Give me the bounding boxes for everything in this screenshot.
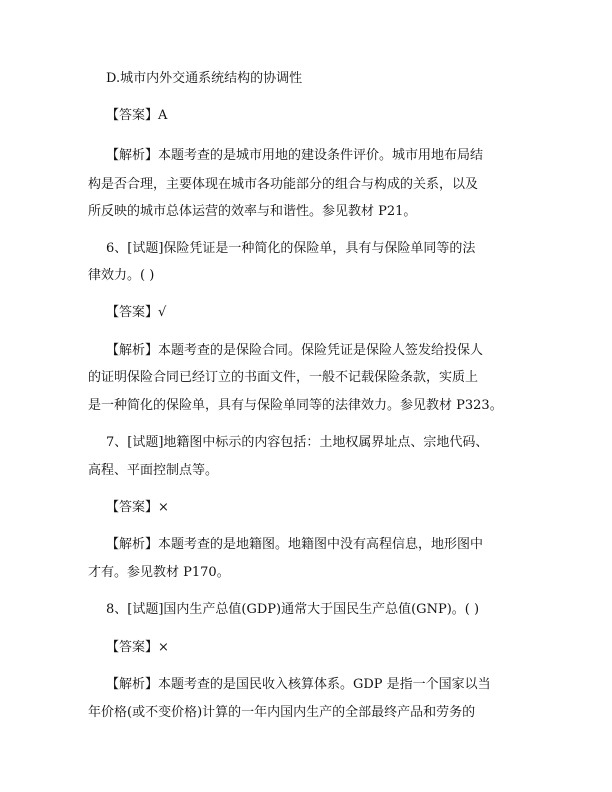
explanation-line: 构是否合理，主要体现在城市各功能部分的组合与构成的关系，以及 bbox=[88, 177, 479, 192]
answer-label: 【答案】A bbox=[106, 108, 168, 123]
answer-label: 【答案】√ bbox=[106, 305, 167, 320]
option-d-text: D.城市内外交通系统结构的协调性 bbox=[106, 71, 303, 86]
explanation-line: 【解析】本题考查的是国民收入核算体系。GDP 是指一个国家以当 bbox=[106, 677, 491, 692]
question-6-line: 6、[试题]保险凭证是一种简化的保险单，具有与保险单同等的法 bbox=[106, 241, 476, 256]
explanation-line: 是一种简化的保险单，具有与保险单同等的法律效力。参见教材 P323。 bbox=[88, 398, 503, 413]
explanation-line: 才有。参见教材 P170。 bbox=[88, 565, 230, 580]
explanation-line: 【解析】本题考查的是城市用地的建设条件评价。城市用地布局结 bbox=[106, 148, 484, 163]
explanation-line: 年价格(或不变价格)计算的一年内国内生产的全部最终产品和劳务的 bbox=[88, 705, 476, 720]
explanation-line: 的证明保险合同已经订立的书面文件，一般不记载保险条款，实质上 bbox=[88, 370, 479, 385]
explanation-line: 【解析】本题考查的是保险合同。保险凭证是保险人签发给投保人 bbox=[106, 343, 484, 358]
question-6-line: 律效力。( ) bbox=[88, 268, 155, 283]
explanation-line: 所反映的城市总体运营的效率与和谐性。参见教材 P21。 bbox=[88, 204, 417, 219]
question-8-line: 8、[试题]国内生产总值(GDP)通常大于国民生产总值(GNP)。( ) bbox=[106, 602, 480, 617]
explanation-line: 【解析】本题考查的是地籍图。地籍图中没有高程信息，地形图中 bbox=[106, 537, 484, 552]
question-7-line: 7、[试题]地籍图中标示的内容包括：土地权属界址点、宗地代码、 bbox=[106, 435, 489, 450]
answer-label: 【答案】× bbox=[106, 640, 169, 655]
answer-label: 【答案】× bbox=[106, 500, 169, 515]
question-7-line: 高程、平面控制点等。 bbox=[88, 463, 219, 478]
